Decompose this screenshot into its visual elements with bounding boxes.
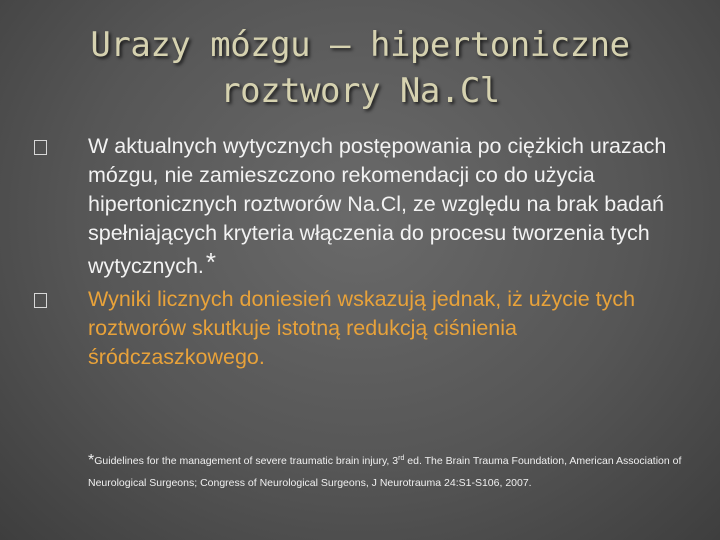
square-bullet-icon — [34, 293, 47, 308]
bullet-text-results: Wyniki licznych doniesień wskazują jednak, iż użycie tych roztworów skutkuje istotną redukcją ciśnienia śródczaszkowego. — [88, 287, 636, 369]
footnote-text-1: Guidelines for the management of severe traumatic brain injury, 3 — [94, 455, 399, 467]
bullet-item-guidelines — [34, 132, 694, 281]
title-line-2: roztwory Na.Cl — [220, 71, 500, 111]
footnote-superscript: rd — [398, 455, 405, 462]
square-bullet-icon — [34, 140, 47, 155]
slide-title — [60, 22, 660, 114]
footnote-star: * — [88, 452, 95, 469]
bullet-item-results — [34, 285, 694, 372]
bullet-list — [34, 132, 694, 372]
bullet-text-guidelines: W aktualnych wytycznych postępowania po ciężkich urazach mózgu, nie zamieszczono rekomendacji co do użycia hipertonicznych roztworów Na.Cl, ze względu na brak badań spełniających kryteria włączenia do procesu tworzenia tych wytycznych. — [88, 134, 667, 278]
footnote-text-2: ed. The Brain Trauma Foundation, American Association of Neurological Surgeons; Congress of Neurological Surgeons, J Neurotrauma 24:S1-S106, 2007. — [88, 455, 682, 489]
title-line-1: Urazy mózgu – hipertoniczne — [90, 25, 630, 65]
footnote — [88, 448, 688, 494]
footnote-marker: * — [205, 247, 217, 277]
